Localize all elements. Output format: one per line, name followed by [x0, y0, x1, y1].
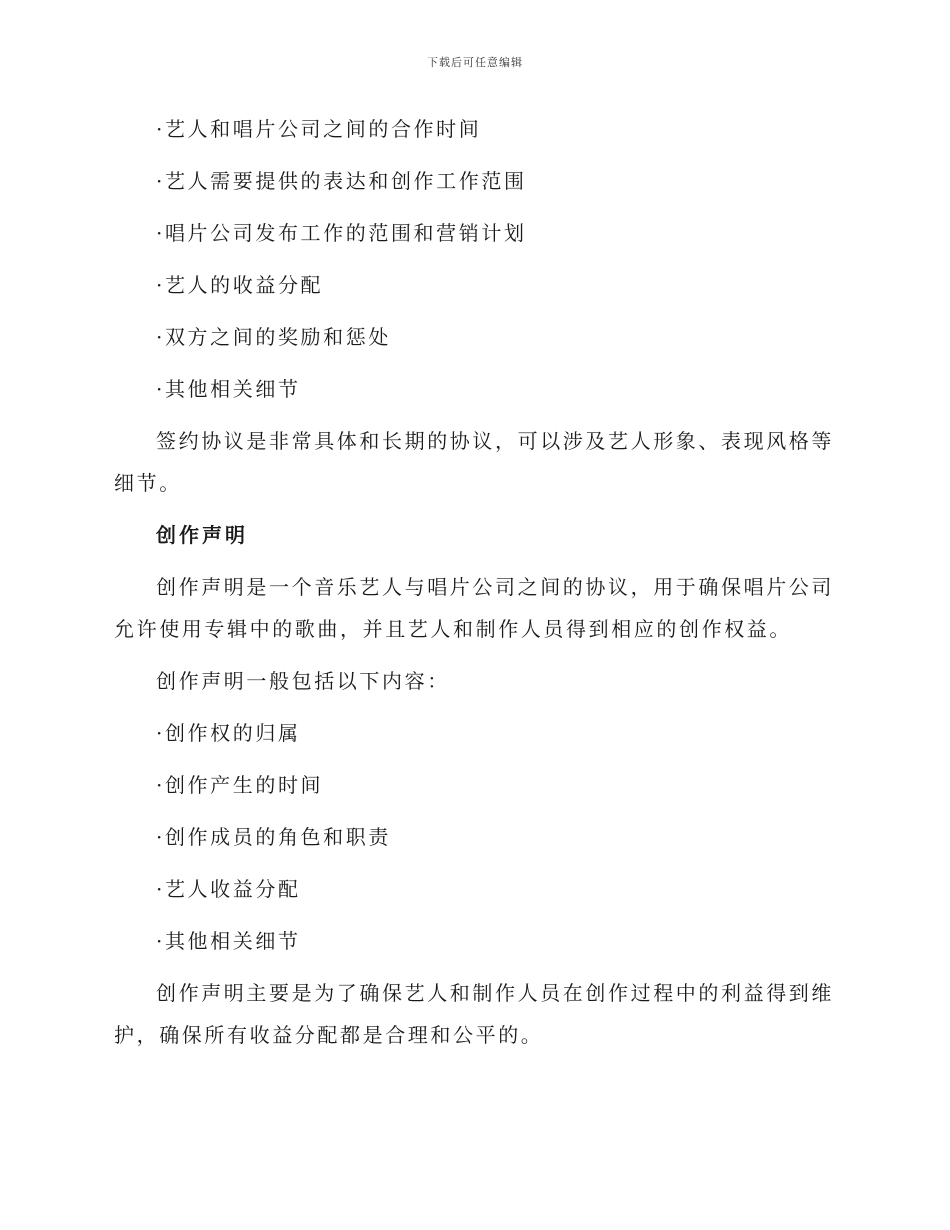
list-intro: 创作声明一般包括以下内容： [156, 669, 450, 693]
list-item: ·创作产生的时间 [156, 773, 324, 797]
list-item: ·艺人和唱片公司之间的合作时间 [156, 117, 482, 141]
list-item: ·创作权的归属 [156, 721, 301, 745]
list-item: ·其他相关细节 [156, 377, 301, 401]
list-item: ·唱片公司发布工作的范围和营销计划 [156, 221, 527, 245]
list-item: ·创作成员的角色和职责 [156, 825, 391, 849]
list-item: ·其他相关细节 [156, 929, 301, 953]
list-item: ·双方之间的奖励和惩处 [156, 325, 391, 349]
paragraph-summary: 创作声明主要是为了确保艺人和制作人员在创作过程中的利益得到维护，确保所有收益分配都是合理和公平的。 [114, 981, 834, 1047]
list-item: ·艺人收益分配 [156, 877, 301, 901]
list-item: ·艺人的收益分配 [156, 273, 324, 297]
list-item: ·艺人需要提供的表达和创作工作范围 [156, 169, 527, 193]
page-header: 下载后可任意编辑 [427, 56, 523, 69]
paragraph-signing-agreement: 签约协议是非常具体和长期的协议，可以涉及艺人形象、表现风格等细节。 [114, 429, 834, 495]
document-body [114, 108, 834, 1066]
paragraph-creation-statement: 创作声明是一个音乐艺人与唱片公司之间的协议，用于确保唱片公司允许使用专辑中的歌曲，并且艺人和制作人员得到相应的创作权益。 [114, 575, 834, 641]
section-heading: 创作声明 [156, 523, 248, 547]
